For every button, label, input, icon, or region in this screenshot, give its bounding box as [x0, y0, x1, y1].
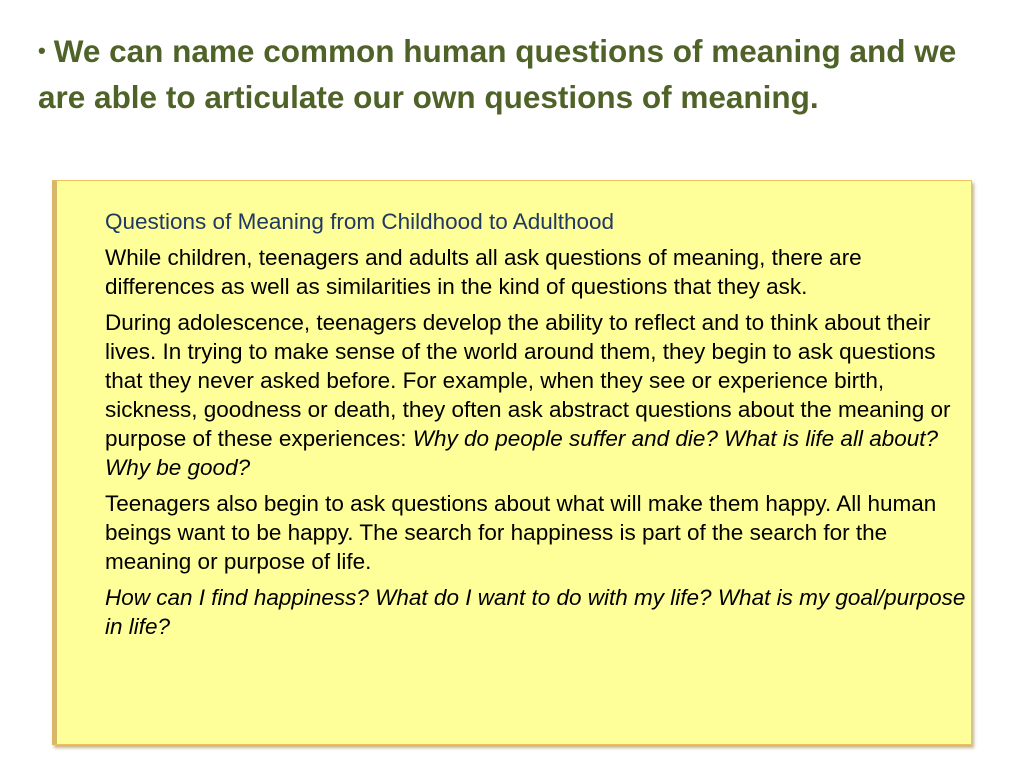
paragraph-similarities: While children, teenagers and adults all ask questions of meaning, there are differences as well as similarities in the kind of questions that they ask.: [105, 245, 862, 299]
happiness-questions-italic: How can I find happiness? What do I want to do with my life? What is my goal/purpose in life?: [105, 585, 966, 639]
slide-title: [38, 28, 998, 120]
bullet-icon: •: [38, 38, 46, 63]
text-box-content: [105, 207, 975, 648]
slide-title-text: We can name common human questions of meaning and we are able to articulate our own questions of meaning.: [38, 33, 957, 115]
example-questions-italic: Why do people suffer and die? What is life all about? Why be good?: [105, 426, 939, 480]
highlight-text-box: [52, 180, 972, 745]
paragraph-happiness: Teenagers also begin to ask questions about what will make them happy. All human beings want to be happy. The search for happiness is part of the search for the meaning or purpose of life.: [105, 491, 937, 574]
text-box-heading: Questions of Meaning from Childhood to Adulthood: [105, 209, 615, 234]
paragraph-adolescence-text: During adolescence, teenagers develop the ability to reflect and to think about their lives. In trying to make sense of the world around them, they begin to ask questions that they never asked before. For example, when they see or experience birth, sickness, goodness or death, they often ask abstract questions about the meaning or purpose of these experiences:: [105, 310, 951, 451]
paragraph-adolescence: [105, 308, 975, 482]
